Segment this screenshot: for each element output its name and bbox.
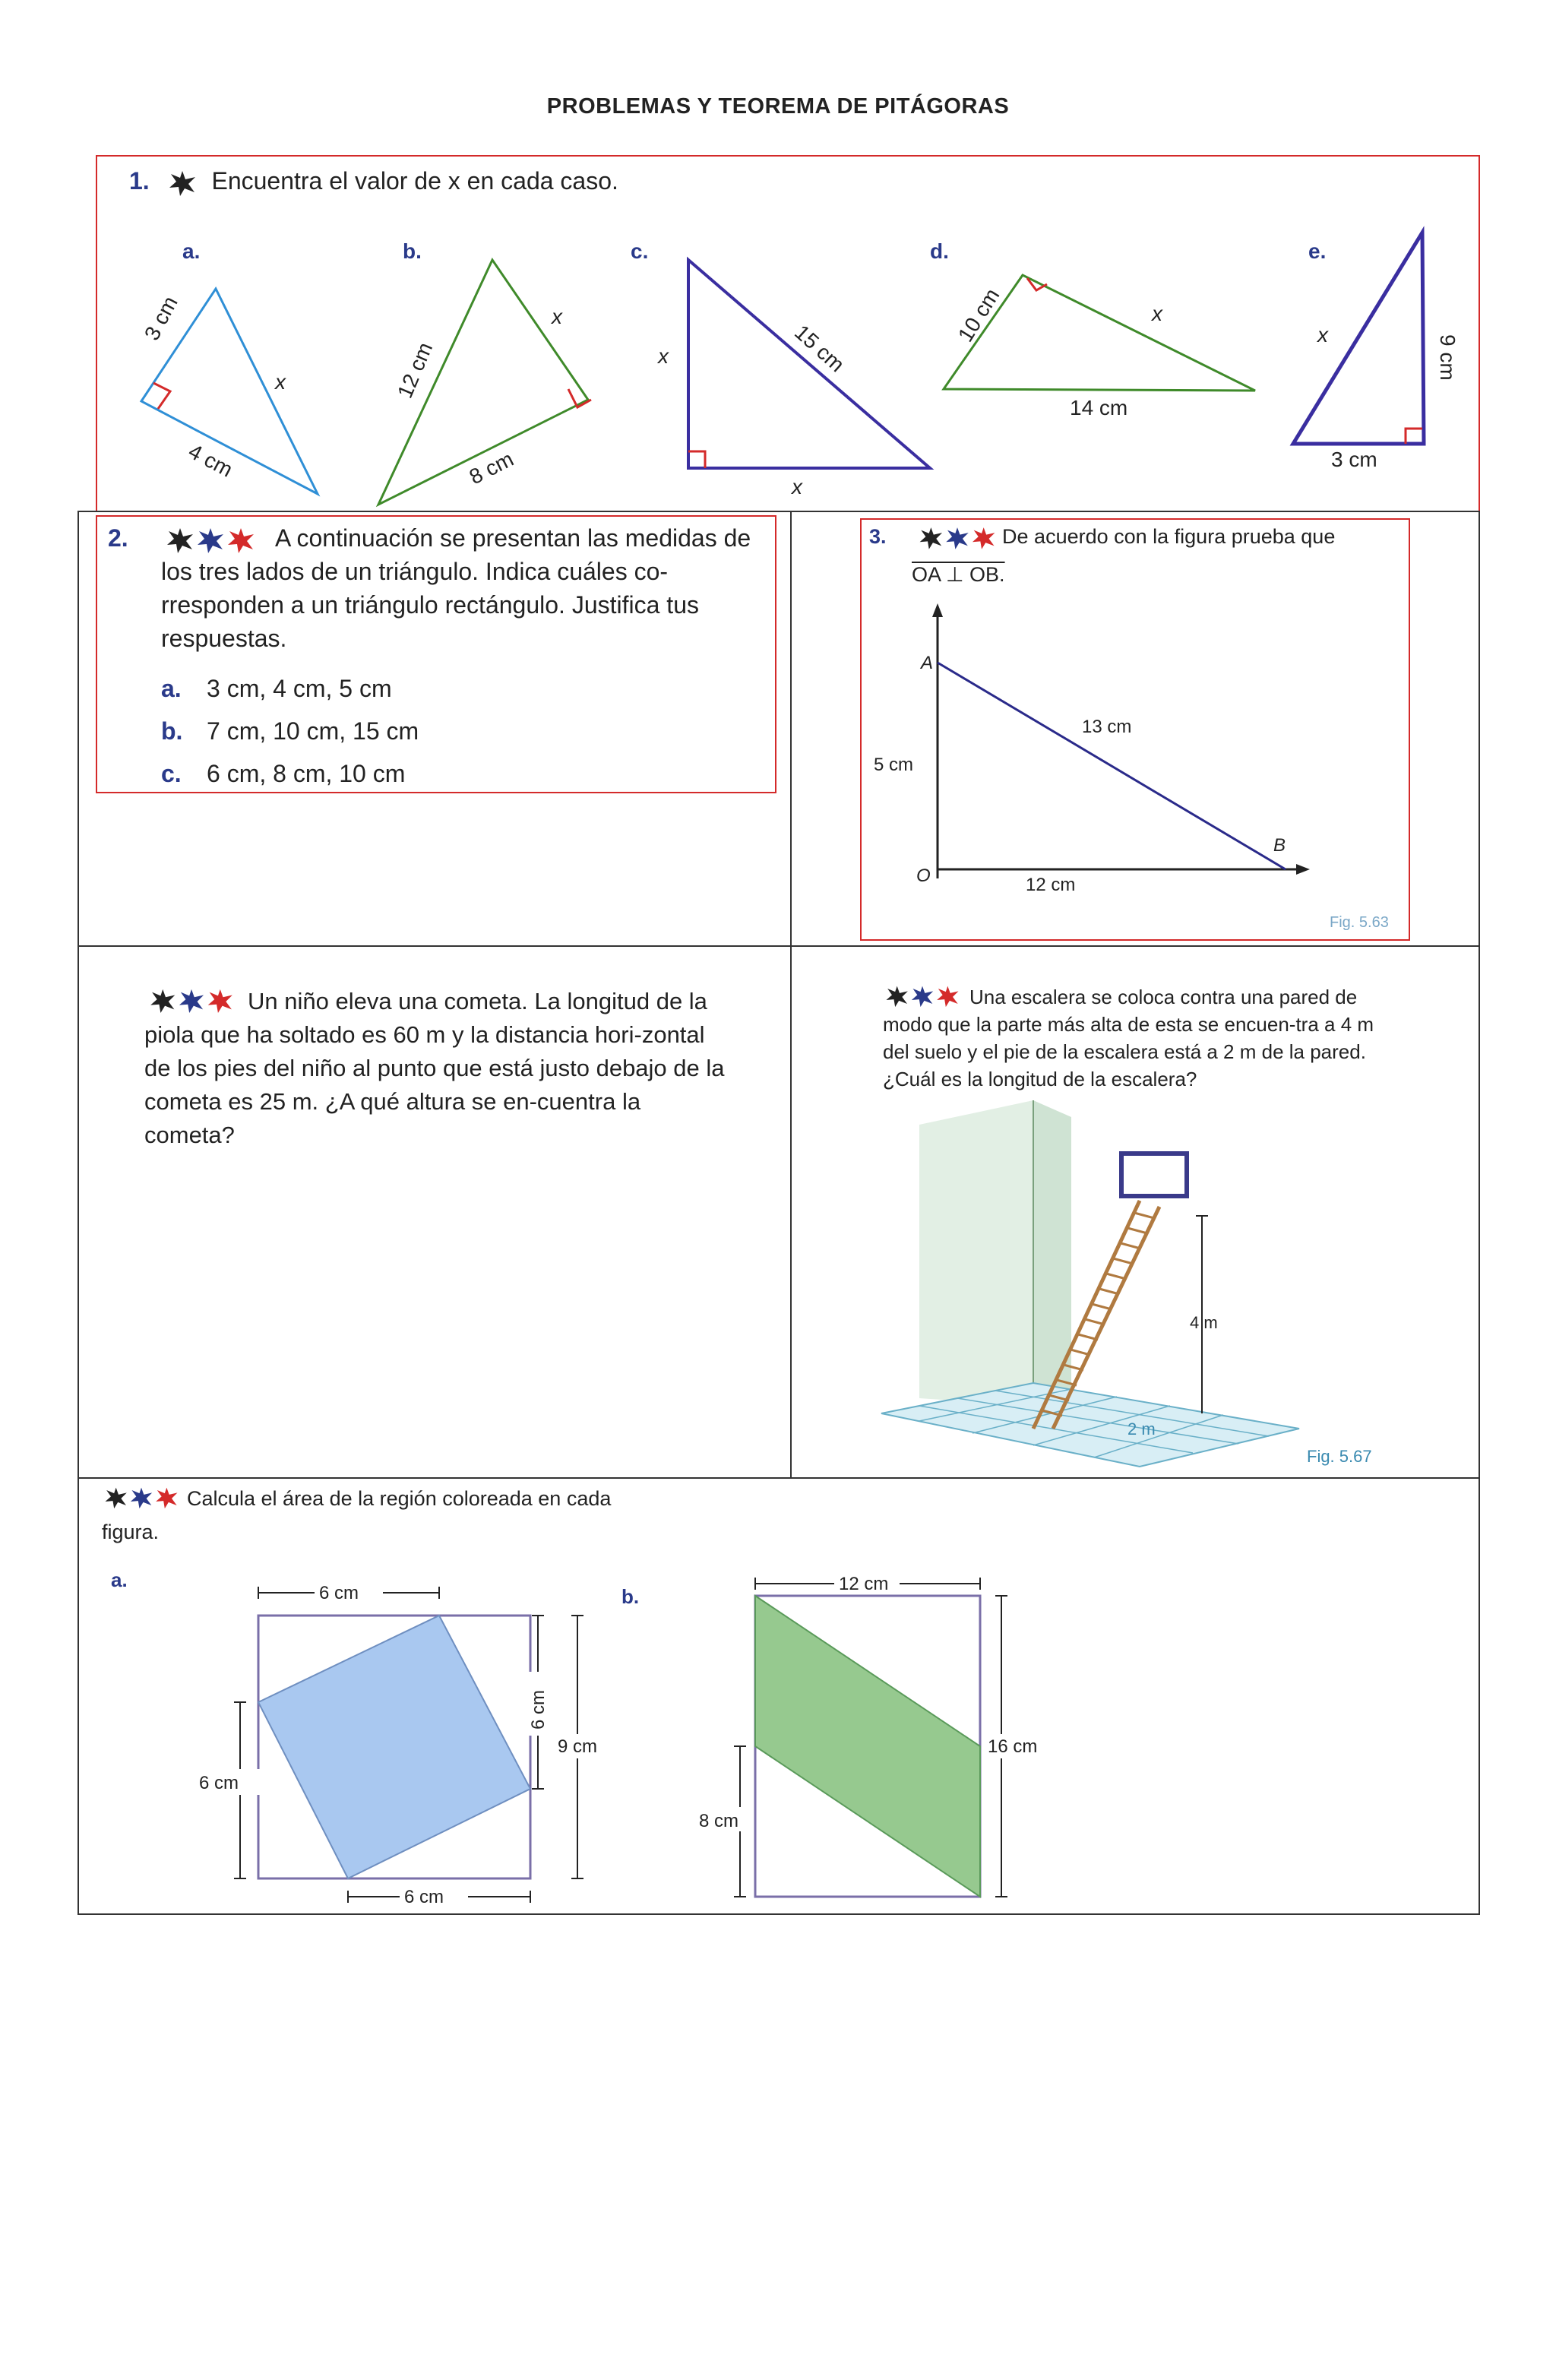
page-title: PROBLEMAS Y TEOREMA DE PITÁGORAS	[546, 94, 1010, 119]
fig6b-letter: b.	[621, 1585, 640, 1608]
fig-c-side1: x	[658, 344, 669, 368]
x-arrow	[1296, 864, 1310, 875]
stars-icon	[144, 988, 239, 1014]
problem-3-figure	[860, 593, 1410, 941]
problem-3-header	[869, 523, 1335, 551]
fig-d-side1: 10 cm	[953, 284, 1004, 347]
fig6a-right-inner-label: 6 cm	[528, 1689, 549, 1730]
fig-c-letter: c.	[631, 239, 649, 263]
fig-c-side2: 15 cm	[789, 320, 849, 377]
stars-icon	[883, 985, 962, 1008]
problem-1-figures	[96, 220, 1480, 512]
fig-e-side3: 3 cm	[1331, 448, 1377, 471]
fig-d-side2: x	[1152, 302, 1162, 325]
fig6a-letter: a.	[111, 1568, 128, 1591]
fig-caption-p5: Fig. 5.67	[1307, 1447, 1372, 1466]
fig6a-bottom-label: 6 cm	[404, 1887, 444, 1907]
stars-icon	[102, 1486, 181, 1509]
problem-4-content	[144, 985, 737, 1152]
fig-a-side3: x	[275, 370, 286, 394]
fig6b-top-label: 12 cm	[839, 1574, 889, 1594]
fig-caption-p3: Fig. 5.63	[1330, 914, 1389, 931]
triangle-e	[1293, 233, 1424, 444]
fig6a-left-label: 6 cm	[199, 1773, 239, 1793]
right-angle-c	[688, 451, 705, 468]
ladder-illustration	[874, 1094, 1406, 1474]
right-angle-a	[153, 383, 170, 409]
label-ob: 12 cm	[1026, 875, 1076, 895]
problem-1-text: Encuentra el valor de x en cada caso.	[211, 167, 618, 195]
fig-a-side2: 4 cm	[185, 438, 237, 482]
option-a: a. 3 cm, 4 cm, 5 cm	[161, 675, 392, 702]
problem-2-content	[108, 521, 769, 787]
problem-6-figures	[77, 1558, 1480, 1915]
fig-d-letter: d.	[930, 239, 949, 263]
fig-b-side2: 8 cm	[465, 447, 517, 489]
right-angle-e	[1406, 429, 1422, 444]
fig-e-side1: x	[1317, 323, 1328, 347]
wall	[919, 1100, 1033, 1406]
fig-b-letter: b.	[403, 239, 422, 263]
fig-a-letter: a.	[182, 239, 201, 263]
label-oa: 5 cm	[874, 755, 914, 775]
fig6b-right-label: 16 cm	[988, 1736, 1038, 1757]
problem-6-text: Calcula el área de la región coloreada en cada figura.	[102, 1487, 612, 1543]
option-b: b. 7 cm, 10 cm, 15 cm	[161, 717, 419, 745]
fig-b-side3: x	[552, 305, 562, 328]
hypotenuse-ab	[938, 663, 1286, 869]
fig-c-side3: x	[792, 475, 802, 498]
problem-6-content	[102, 1482, 634, 1549]
ladder-base-label: 2 m	[1127, 1419, 1156, 1438]
square-a-shaded	[258, 1616, 530, 1878]
rect-b-shaded	[755, 1596, 980, 1897]
star-icon	[167, 169, 198, 197]
triangle-c	[688, 260, 930, 468]
problem-2-options	[161, 672, 419, 799]
y-arrow	[932, 603, 943, 617]
problem-4-text: Un niño eleva una cometa. La longitud de la piola que ha soltado es 60 m y la distancia hori-zontal de los pies del niño al punto que está justo debajo de la cometa es 25 m. ¿A qué altura se en-cuentra la cometa?	[144, 988, 725, 1148]
label-ab: 13 cm	[1082, 717, 1132, 737]
problem-3-formula: OA ⊥ OB.	[912, 563, 1005, 586]
fig6a-top-label: 6 cm	[319, 1583, 359, 1603]
problem-1-header	[129, 164, 618, 198]
problem-3-number: 3.	[869, 525, 887, 548]
fig-d-side3: 14 cm	[1070, 396, 1128, 419]
fig-a-side1: 3 cm	[139, 292, 182, 344]
window	[1121, 1154, 1187, 1196]
problem-3-text: De acuerdo con la figura prueba que	[1002, 525, 1336, 548]
option-c: c. 6 cm, 8 cm, 10 cm	[161, 760, 406, 787]
fig6a-right-outer-label: 9 cm	[558, 1736, 598, 1757]
fig-b-side1: 12 cm	[392, 339, 438, 402]
problem-1-number: 1.	[129, 167, 150, 195]
fig-e-letter: e.	[1308, 239, 1327, 263]
problem-2-text: A continuación se presentan las medidas de los tres lados de un triángulo. Indica cuáles co-rresponden a un triángulo rectángulo. Justifica tus respuestas.	[161, 524, 751, 652]
problem-5-content	[883, 983, 1384, 1093]
label-a: A	[921, 653, 934, 673]
label-o: O	[916, 866, 931, 886]
problem-2-number: 2.	[108, 524, 128, 552]
stars-icon	[918, 526, 997, 550]
problem-5-text: Una escalera se coloca contra una pared de modo que la parte más alta de esta se encuen-tra a 4 m del suelo y el pie de la escalera está a 2 m de la pared. ¿Cuál es la longitud de la escalera?	[883, 986, 1374, 1090]
label-b: B	[1273, 835, 1286, 856]
ladder-height-label: 4 m	[1190, 1313, 1218, 1332]
fig-e-side2: 9 cm	[1436, 334, 1460, 381]
fig6b-left-label: 8 cm	[699, 1811, 739, 1831]
